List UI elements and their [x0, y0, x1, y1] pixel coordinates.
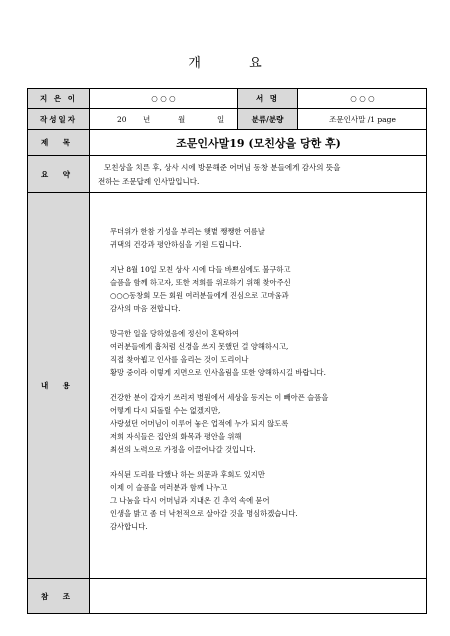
reference-value [90, 579, 427, 613]
date-value [90, 109, 238, 129]
content-paragraph [110, 263, 427, 315]
author-label: 지 은 이 [28, 89, 90, 108]
content-line: 자식된 도리를 다했나 하는 의문과 후회도 있지만 [110, 470, 265, 479]
summary-form [27, 88, 427, 614]
content-line: 그 나눔을 다시 어머님과 지내온 긴 추억 속에 묻어 [110, 496, 270, 505]
summary-line: 모친상을 치른 후, 상사 시에 방문해준 어머님 동창 분들에게 감사의 뜻을 [104, 163, 341, 172]
content-label: 내 용 [28, 193, 90, 578]
content-line: 감사의 마음 전합니다. [110, 304, 181, 313]
content-line: ○○○동창회 모든 회원 여러분들에게 진심으로 고마움과 [110, 291, 289, 300]
content-line: 이제 이 슬픔을 여러분과 함께 나누고 [110, 483, 228, 492]
page-title: 개 요 [188, 56, 284, 71]
content-line: 인생을 밝고 좀 더 낙천적으로 살아갈 것을 명심하겠습니다. [110, 509, 298, 518]
signature-value: ○ ○ ○ [350, 94, 375, 103]
content-line: 감사합니다. [110, 522, 148, 531]
category-value: 조문인사말 /1 page [329, 114, 396, 124]
content-line: 황망 중이라 이렇게 지면으로 인사올림을 또한 양해하시길 바랍니다. [110, 368, 326, 377]
summary-text [90, 156, 427, 192]
content-paragraph [110, 225, 427, 251]
content-line: 여러분들에게 흡처럼 신경을 쓰지 못했던 걸 양해하시고, [110, 342, 289, 351]
content-line: 무더위가 한참 기성을 부리는 햇볕 쨍쨍한 여름날 [110, 227, 265, 236]
date-day-unit: 일 [217, 114, 225, 124]
signature-label: 서 명 [238, 89, 298, 108]
content-line: 슬픔을 함께 하고자, 또한 저희를 위로하기 위해 찾아주신 [110, 278, 291, 287]
reference-row [28, 579, 426, 613]
content-paragraph [110, 327, 427, 379]
subject-value: 조문인사말19 (모친상을 당한 후) [176, 136, 341, 150]
content-line: 지난 8월 10일 모친 상사 시에 다들 바쁘심에도 불구하고 [110, 265, 291, 274]
content-line: 직접 찾아뵙고 인사를 올리는 것이 도리이나 [110, 355, 249, 364]
content-line: 저희 자식들은 집안의 화목과 평안을 위해 [110, 432, 242, 441]
content-line: 망극한 일을 당하였음에 정신이 혼탁하여 [110, 329, 240, 338]
content-line: 사랑셨던 어머님이 이루어 놓은 업적에 누가 되지 않도록 [110, 419, 289, 428]
summary-row [28, 156, 426, 193]
content-row [28, 193, 426, 579]
date-label: 작성일자 [28, 109, 90, 129]
date-year-unit: 년 [143, 114, 151, 124]
summary-line: 전하는 조문답례 인사말입니다. [98, 177, 200, 186]
content-body [90, 193, 427, 578]
content-paragraph [110, 391, 427, 456]
summary-label: 요 약 [28, 156, 90, 192]
subject-row [28, 130, 426, 156]
author-row [28, 89, 426, 109]
content-paragraph [110, 468, 427, 533]
date-year: 20 [117, 114, 127, 124]
category-label: 분류/분량 [238, 109, 298, 129]
content-line: 최선의 노력으로 가정을 이끌어나갈 것입니다. [110, 445, 256, 454]
content-line: 귀댁의 건강과 평안하심을 기원 드립니다. [110, 240, 242, 249]
content-line: 건강한 분이 갑자기 쓰러져 병원에서 세상을 등지는 이 빼아픈 슬픔을 [110, 393, 329, 402]
date-row [28, 109, 426, 130]
author-value: ○ ○ ○ [90, 89, 238, 108]
subject-label: 제 목 [28, 130, 90, 155]
date-month-unit: 월 [178, 114, 186, 124]
content-line: 어떻게 다시 되돌릴 수는 없겠지만, [110, 406, 221, 415]
reference-label: 참 조 [28, 579, 90, 613]
